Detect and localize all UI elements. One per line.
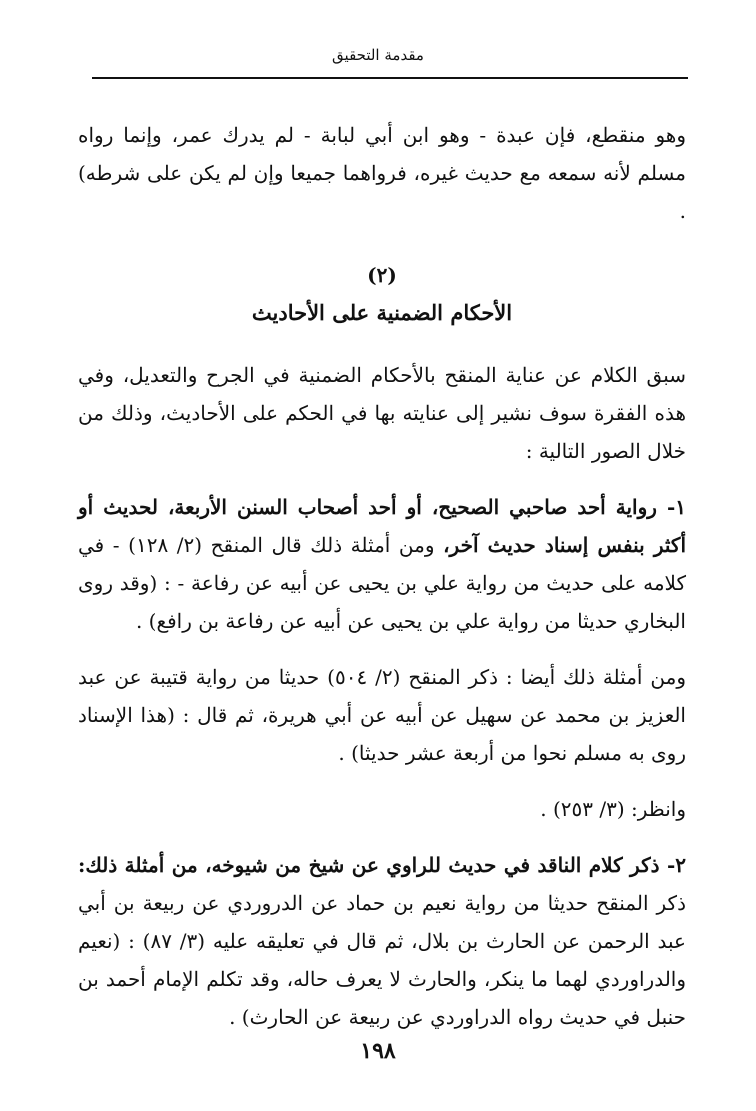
item1-text: ومن أمثلة ذلك قال المنقح (٢/ ١٢٨) - في كلامه على حديث من رواية علي بن يحيى عن أبيه عن رفاعة - : (وقد روى البخاري حديثا من رواية علي بن يحيى عن أبيه عن رفاعة بن رافع) . — [78, 533, 686, 633]
header-rule — [92, 77, 688, 79]
item1-paragraph — [78, 488, 686, 640]
example2-paragraph: ومن أمثلة ذلك أيضا : ذكر المنقح (٢/ ٥٠٤) حديثا من رواية قتيبة عن عبد العزيز بن محمد عن سهيل عن أبيه عن أبي هريرة، ثم قال : (هذا الإسناد روى به مسلم نحوا من أربعة عشر حديثا) . — [78, 665, 686, 765]
item2-paragraph — [78, 846, 686, 1036]
item1-heading: ١- رواية أحد صاحبي الصحيح، أو أحد أصحاب السنن الأربعة، لحديث أو أكثر بنفس إسناد حديث آخر، — [78, 495, 687, 557]
item2-heading: ٢- ذكر كلام الناقد في حديث للراوي عن شيخ من شيوخه، من أمثلة ذلك: — [78, 853, 686, 877]
see-also-line: وانظر: (٣/ ٢٥٣) . — [540, 797, 686, 821]
intro-paragraph: سبق الكلام عن عناية المنقح بالأحكام الضمنية في الجرح والتعديل، وفي هذه الفقرة سوف نشير إلى عنايته بها في الحكم على الأحاديث، وذلك من خلال الصور التالية : — [78, 363, 686, 463]
item2-text: ذكر المنقح حديثا من رواية نعيم بن حماد عن الدروردي عن ربيعة بن أبي عبد الرحمن عن الحارث بن بلال، ثم قال في تعليقه عليه (٣/ ٨٧) : (نعيم والدراوردي لهما ما ينكر، والحارث لا يعرف حاله، وقد تكلم الإمام أحمد بن حنبل في حديث رواه الدراوردي عن ربيعة عن الحارث) . — [78, 891, 686, 1029]
carryover-paragraph: وهو منقطع، فإن عبدة - وهو ابن أبي لبابة - لم يدرك عمر، وإنما رواه مسلم لأنه سمعه مع حديث غيره، فرواهما جميعا وإن لم يكن على شرطه) . — [78, 123, 686, 223]
page-body — [78, 116, 686, 1036]
page-number: ١٩٨ — [360, 1038, 396, 1064]
running-header: مقدمة التحقيق — [332, 46, 424, 64]
section-number: (٢) — [367, 263, 397, 287]
section-title: الأحكام الضمنية على الأحاديث — [251, 300, 513, 325]
